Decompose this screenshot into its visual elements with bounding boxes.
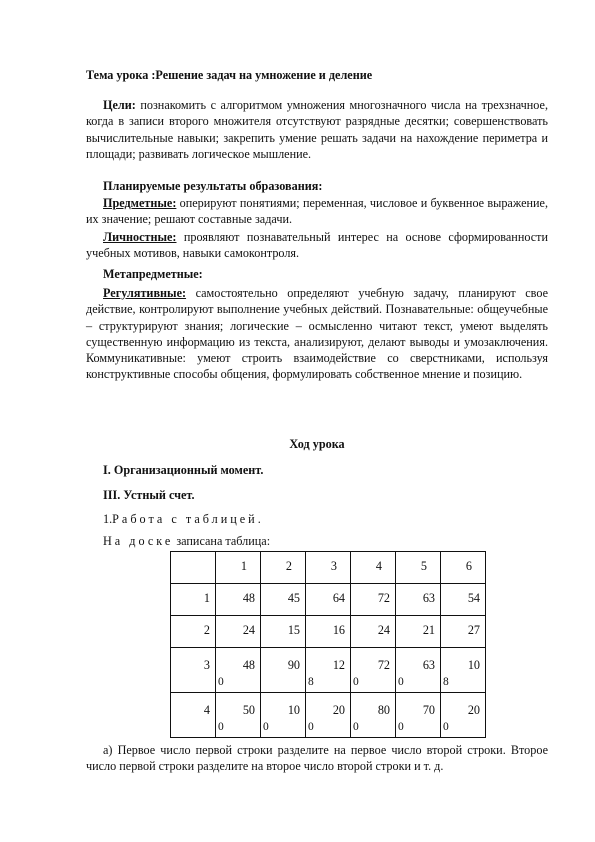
table-cell: 63 bbox=[396, 584, 441, 616]
personal-paragraph bbox=[86, 229, 548, 262]
instruction-paragraph bbox=[86, 742, 548, 775]
table-cell: 6 bbox=[441, 552, 486, 584]
table-cell: 1 bbox=[216, 552, 261, 584]
personal-label: Личностные: bbox=[103, 230, 177, 244]
table-cell: 4 bbox=[171, 693, 216, 738]
goals-paragraph bbox=[86, 97, 548, 162]
table-cell: 2 bbox=[171, 616, 216, 648]
table-cell: 15 bbox=[261, 616, 306, 648]
table-cell: 2 bbox=[261, 552, 306, 584]
table-cell: 72 bbox=[351, 584, 396, 616]
section-organizational: I. Организационный момент. bbox=[103, 463, 264, 477]
table-row bbox=[171, 616, 486, 648]
table-cell: 80 0 bbox=[351, 693, 396, 738]
subject-label: Предметные: bbox=[103, 196, 177, 210]
table-cell: 63 0 bbox=[396, 648, 441, 693]
task-1-heading bbox=[103, 511, 264, 527]
board-caption bbox=[103, 533, 270, 549]
table-cell: 5 bbox=[396, 552, 441, 584]
table-cell: 21 bbox=[396, 616, 441, 648]
planned-results-label: Планируемые результаты образования: bbox=[103, 179, 323, 193]
goals-text: познакомить с алгоритмом умножения многозначного числа на трехзначное, когда в записи второго множителя отсутствуют разрядные десятки; совершенствовать вычислительные навыки; закрепить умение решать задачи на нахождение периметра и площади; развивать логическое мышление. bbox=[86, 98, 548, 161]
table-cell: 72 0 bbox=[351, 648, 396, 693]
table-cell: 27 bbox=[441, 616, 486, 648]
planned-results-heading bbox=[86, 178, 548, 194]
regulatory-paragraph bbox=[86, 285, 548, 383]
table-cell: 48 0 bbox=[216, 648, 261, 693]
table-row bbox=[171, 584, 486, 616]
table-cell: 1 bbox=[171, 584, 216, 616]
board-caption-spaced: На доске bbox=[103, 534, 174, 548]
table-cell: 16 bbox=[306, 616, 351, 648]
table-cell: 90 bbox=[261, 648, 306, 693]
table-cell: 3 bbox=[171, 648, 216, 693]
lesson-title: Тема урока :Решение задач на умножение и деление bbox=[86, 68, 373, 82]
instruction-text: а) Первое число первой строки разделите на первое число второй строки. Второе число первой строки разделите на второе число второй строки и т. д. bbox=[86, 743, 548, 774]
table-cell: 10 8 bbox=[441, 648, 486, 693]
table-cell: 54 bbox=[441, 584, 486, 616]
subject-paragraph bbox=[86, 195, 548, 228]
lesson-heading: Ход урока bbox=[289, 437, 345, 451]
meta-heading bbox=[86, 266, 548, 282]
section-oral-count: III. Устный счет. bbox=[103, 488, 195, 502]
table-cell: 20 0 bbox=[306, 693, 351, 738]
table-cell: 70 0 bbox=[396, 693, 441, 738]
number-table bbox=[170, 551, 486, 738]
table-cell: 10 0 bbox=[261, 693, 306, 738]
task-1-label: Работа с таблицей. bbox=[112, 512, 264, 526]
board-caption-rest: записана таблица: bbox=[173, 534, 271, 548]
table-row bbox=[171, 648, 486, 693]
table-cell: 64 bbox=[306, 584, 351, 616]
regulatory-label: Регулятивные: bbox=[103, 286, 187, 300]
table-cell: 45 bbox=[261, 584, 306, 616]
table-cell: 3 bbox=[306, 552, 351, 584]
table-cell: 24 bbox=[351, 616, 396, 648]
table-cell: 24 bbox=[216, 616, 261, 648]
goals-label: Цели: bbox=[103, 98, 136, 112]
table-cell: 4 bbox=[351, 552, 396, 584]
personal-text: проявляют познавательный интерес на основе сформированности учебных мотивов, навыки самоконтроля. bbox=[86, 230, 548, 261]
meta-label: Метапредметные: bbox=[103, 267, 203, 281]
subject-text: оперируют понятиями; переменная, числовое и буквенное выражение, их значение; решают составные задачи. bbox=[86, 196, 548, 227]
table-cell: 50 0 bbox=[216, 693, 261, 738]
task-1-number: 1. bbox=[103, 512, 113, 526]
table-cell bbox=[171, 552, 216, 584]
regulatory-text: самостоятельно определяют учебную задачу, планируют свое действие, контролируют выполнение учебных действий. Познавательные: общеучебные – структурируют знания; логические – осмысленно читают текст, умеют выделять существенную информацию из текста, анализируют, делают выводы и умозаключения. Коммуникативные: умеют строить взаимодействие со сверстниками, используя конструктивные способы общения, формулировать собственное мнение и позицию. bbox=[86, 286, 548, 382]
table-row bbox=[171, 693, 486, 738]
table-header-row bbox=[171, 552, 486, 584]
table-cell: 48 bbox=[216, 584, 261, 616]
table-cell: 20 0 bbox=[441, 693, 486, 738]
table-cell: 12 8 bbox=[306, 648, 351, 693]
